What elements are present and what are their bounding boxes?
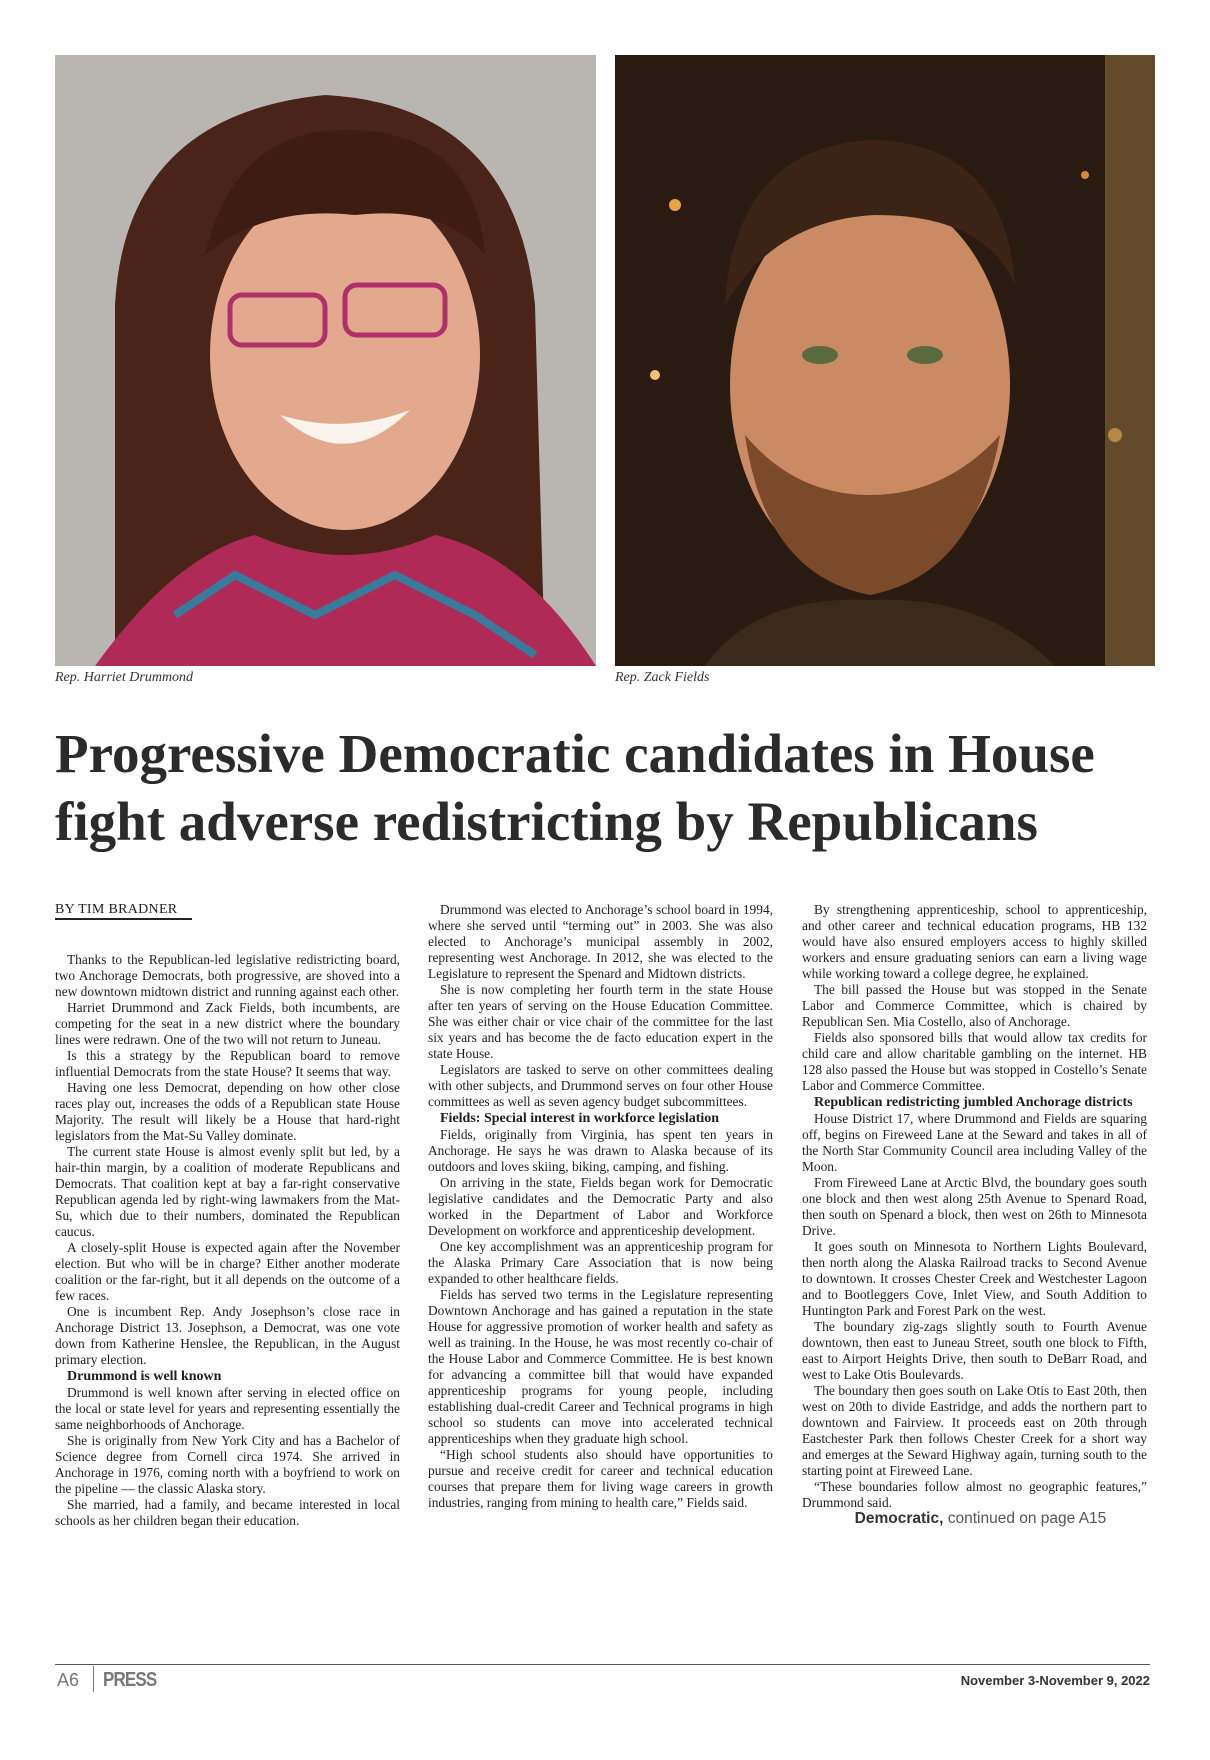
- paragraph: From Fireweed Lane at Arctic Blvd, the boundary goes south one block and then west along 25th Avenue to Spenard Road, then south on Spenard a block, then west on 26th to Minnesota Drive.: [802, 1175, 1147, 1238]
- jump-destination: continued on page A15: [943, 1510, 1107, 1527]
- paragraph: One key accomplishment was an apprenticeship program for the Alaska Primary Care Association that is now being expanded to other healthcare fields.: [428, 1239, 773, 1286]
- paragraph: Drummond was elected to Anchorage’s school board in 1994, where she served until “terming out” in 2003. She was also elected to Anchorage’s municipal assembly in 2002, representing west Anchorage. In 2012, she was elected to the Legislature to represent the Spenard and Midtown districts.: [428, 902, 773, 981]
- issue-date: November 3-November 9, 2022: [960, 1673, 1150, 1688]
- paragraph: Fields, originally from Virginia, has spent ten years in Anchorage. He says he was drawn to Alaska because of its outdoors and loves skiing, biking, camping, and fishing.: [428, 1127, 773, 1174]
- paragraph: Harriet Drummond and Zack Fields, both incumbents, are competing for the seat in a new district where the boundary lines were redrawn. One of the two will not return to Juneau.: [55, 1000, 400, 1047]
- page-number: A6: [57, 1670, 80, 1690]
- photo-caption-left: Rep. Harriet Drummond: [55, 670, 194, 685]
- paragraph: Fields also sponsored bills that would allow tax credits for child care and allow charitable gambling on the internet. HB 128 also passed the House but was stopped in Costello’s Senate Labor and Commerce Committee.: [802, 1030, 1147, 1093]
- subhead: Fields: Special interest in workforce legislation: [440, 1111, 720, 1126]
- paragraph: A closely-split House is expected again after the November election. But who will be in charge? Either another moderate coalition or the far-right, but it all depends on the outcome of a few races.: [55, 1240, 400, 1303]
- paragraph: The boundary then goes south on Lake Otis to East 20th, then west on 20th to divide Eastridge, and adds the northern part to downtown and Fairview. It proceeds east on 20th through Eastchester Park then follows Chester Creek for a short way and emerges at the Seward Highway again, turning south to the starting point at Fireweed Lane.: [802, 1383, 1147, 1478]
- paragraph: Is this a strategy by the Republican board to remove influential Democrats from the state House? It seems that way.: [55, 1048, 400, 1079]
- paragraph: She is now completing her fourth term in the state House after ten years of serving on the House Education Committee. She was either chair or vice chair of the committee for the last six years and has become the de facto education expert in the state House.: [428, 982, 773, 1061]
- paragraph: Legislators are tasked to serve on other committees dealing with other subjects, and Drummond serves on four other House committees as well as seven agency budget subcommittees.: [428, 1062, 773, 1109]
- paragraph: “High school students also should have opportunities to pursue and receive credit for career and technical education courses that prepare them for living wage careers in growth industries, ranging from mining to health care,” Fields said.: [428, 1447, 773, 1510]
- subhead: Drummond is well known: [67, 1369, 222, 1384]
- article-column-3: [802, 902, 1147, 1527]
- paragraph: It goes south on Minnesota to Northern Lights Boulevard, then north along the Alaska Railroad tracks to Second Avenue to downtown. It crosses Chester Creek and Westchester Lagoon and to Bootleggers Cove, Inlet View, and South Addition to Huntington Park and Forest Park on the west.: [802, 1239, 1147, 1318]
- newspaper-logo: PRESS: [103, 1669, 157, 1691]
- footer-divider: [93, 1666, 94, 1692]
- article-column-2: [428, 902, 773, 1511]
- photo-caption-right: Rep. Zack Fields: [615, 670, 710, 685]
- paragraph: One is incumbent Rep. Andy Josephson’s close race in Anchorage District 13. Josephson, a Democrat, was one vote down from Katherine Henslee, the Republican, in the August primary election.: [55, 1304, 400, 1367]
- paragraph: Having one less Democrat, depending on how other close races play out, increases the odds of a Republican state House Majority. The result will likely be a House that hard-right legislators from the Mat-Su Valley dominate.: [55, 1080, 400, 1143]
- paragraph: The bill passed the House but was stopped in the Senate Labor and Commerce Committee, which is chaired by Republican Sen. Mia Costello, also of Anchorage.: [802, 982, 1147, 1029]
- photo-zack-fields: [615, 55, 1155, 666]
- paragraph: By strengthening apprenticeship, school to apprenticeship, and other career and technical education programs, HB 132 would have also ensured employers access to highly skilled workers and ensure graduating seniors can earn a living wage while working toward a college degree, he explained.: [802, 902, 1147, 981]
- byline-rule: [55, 918, 192, 920]
- paragraph: On arriving in the state, Fields began work for Democratic legislative candidates and the Democratic Party and also worked in the Department of Labor and Workforce Development on workforce and apprenticeship development.: [428, 1175, 773, 1238]
- paragraph: She married, had a family, and became interested in local schools as her children began their education.: [55, 1497, 400, 1528]
- paragraph: “These boundaries follow almost no geographic features,” Drummond said.: [802, 1479, 1147, 1510]
- portrait-man-image: [615, 55, 1155, 666]
- jump-keyword: Democratic,: [854, 1510, 944, 1527]
- byline: BY TIM BRADNER: [55, 902, 178, 917]
- paragraph: Fields has served two terms in the Legislature representing Downtown Anchorage and has gained a reputation in the state House for aggressive promotion of worker health and safety as well as training. In the House, he was most recently co-chair of the House Labor and Commerce Committee. He is best known for advancing a committee bill that would have expanded apprenticeship programs for young people, including establishing dual-credit Career and Technical programs in high school so students can move into accelerated technical apprenticeships when they graduate high school.: [428, 1287, 773, 1446]
- paragraph: Drummond is well known after serving in elected office on the local or state level for years and representing essentially the same neighborhoods of Anchorage.: [55, 1385, 400, 1432]
- continued-jump-line: [802, 1511, 1147, 1527]
- portrait-woman-image: [55, 55, 596, 666]
- subhead: Republican redistricting jumbled Anchorage districts: [814, 1095, 1133, 1110]
- paragraph: She is originally from New York City and has a Bachelor of Science degree from Cornell circa 1974. She arrived in Anchorage in 1976, coming north with a boyfriend to work on the pipeline — the classic Alaska story.: [55, 1433, 400, 1496]
- paragraph: Thanks to the Republican-led legislative redistricting board, two Anchorage Democrats, both progressive, are shoved into a new downtown midtown district and running against each other.: [55, 952, 400, 999]
- footer-rule: [55, 1664, 1150, 1665]
- photo-harriet-drummond: [55, 55, 596, 666]
- paragraph: House District 17, where Drummond and Fields are squaring off, begins on Fireweed Lane at the Seward and takes in all of the North Star Community Council area including Valley of the Moon.: [802, 1111, 1147, 1174]
- paragraph: The boundary zig-zags slightly south to Fourth Avenue downtown, then east to Juneau Street, south one block to Fifth, east to Airport Heights Drive, then south to DeBarr Road, and west to Lake Otis Boulevards.: [802, 1319, 1147, 1382]
- paragraph: The current state House is almost evenly split but led, by a hair-thin margin, by a coalition of moderate Republicans and Democrats. That coalition kept at bay a far-right conservative Republican agenda led by right-wing lawmakers from the Mat-Su, which due to their numbers, dominated the Republican caucus.: [55, 1144, 400, 1239]
- article-headline: Progressive Democratic candidates in House fight adverse redistricting by Republicans: [55, 723, 1095, 852]
- article-column-1: [55, 902, 400, 1529]
